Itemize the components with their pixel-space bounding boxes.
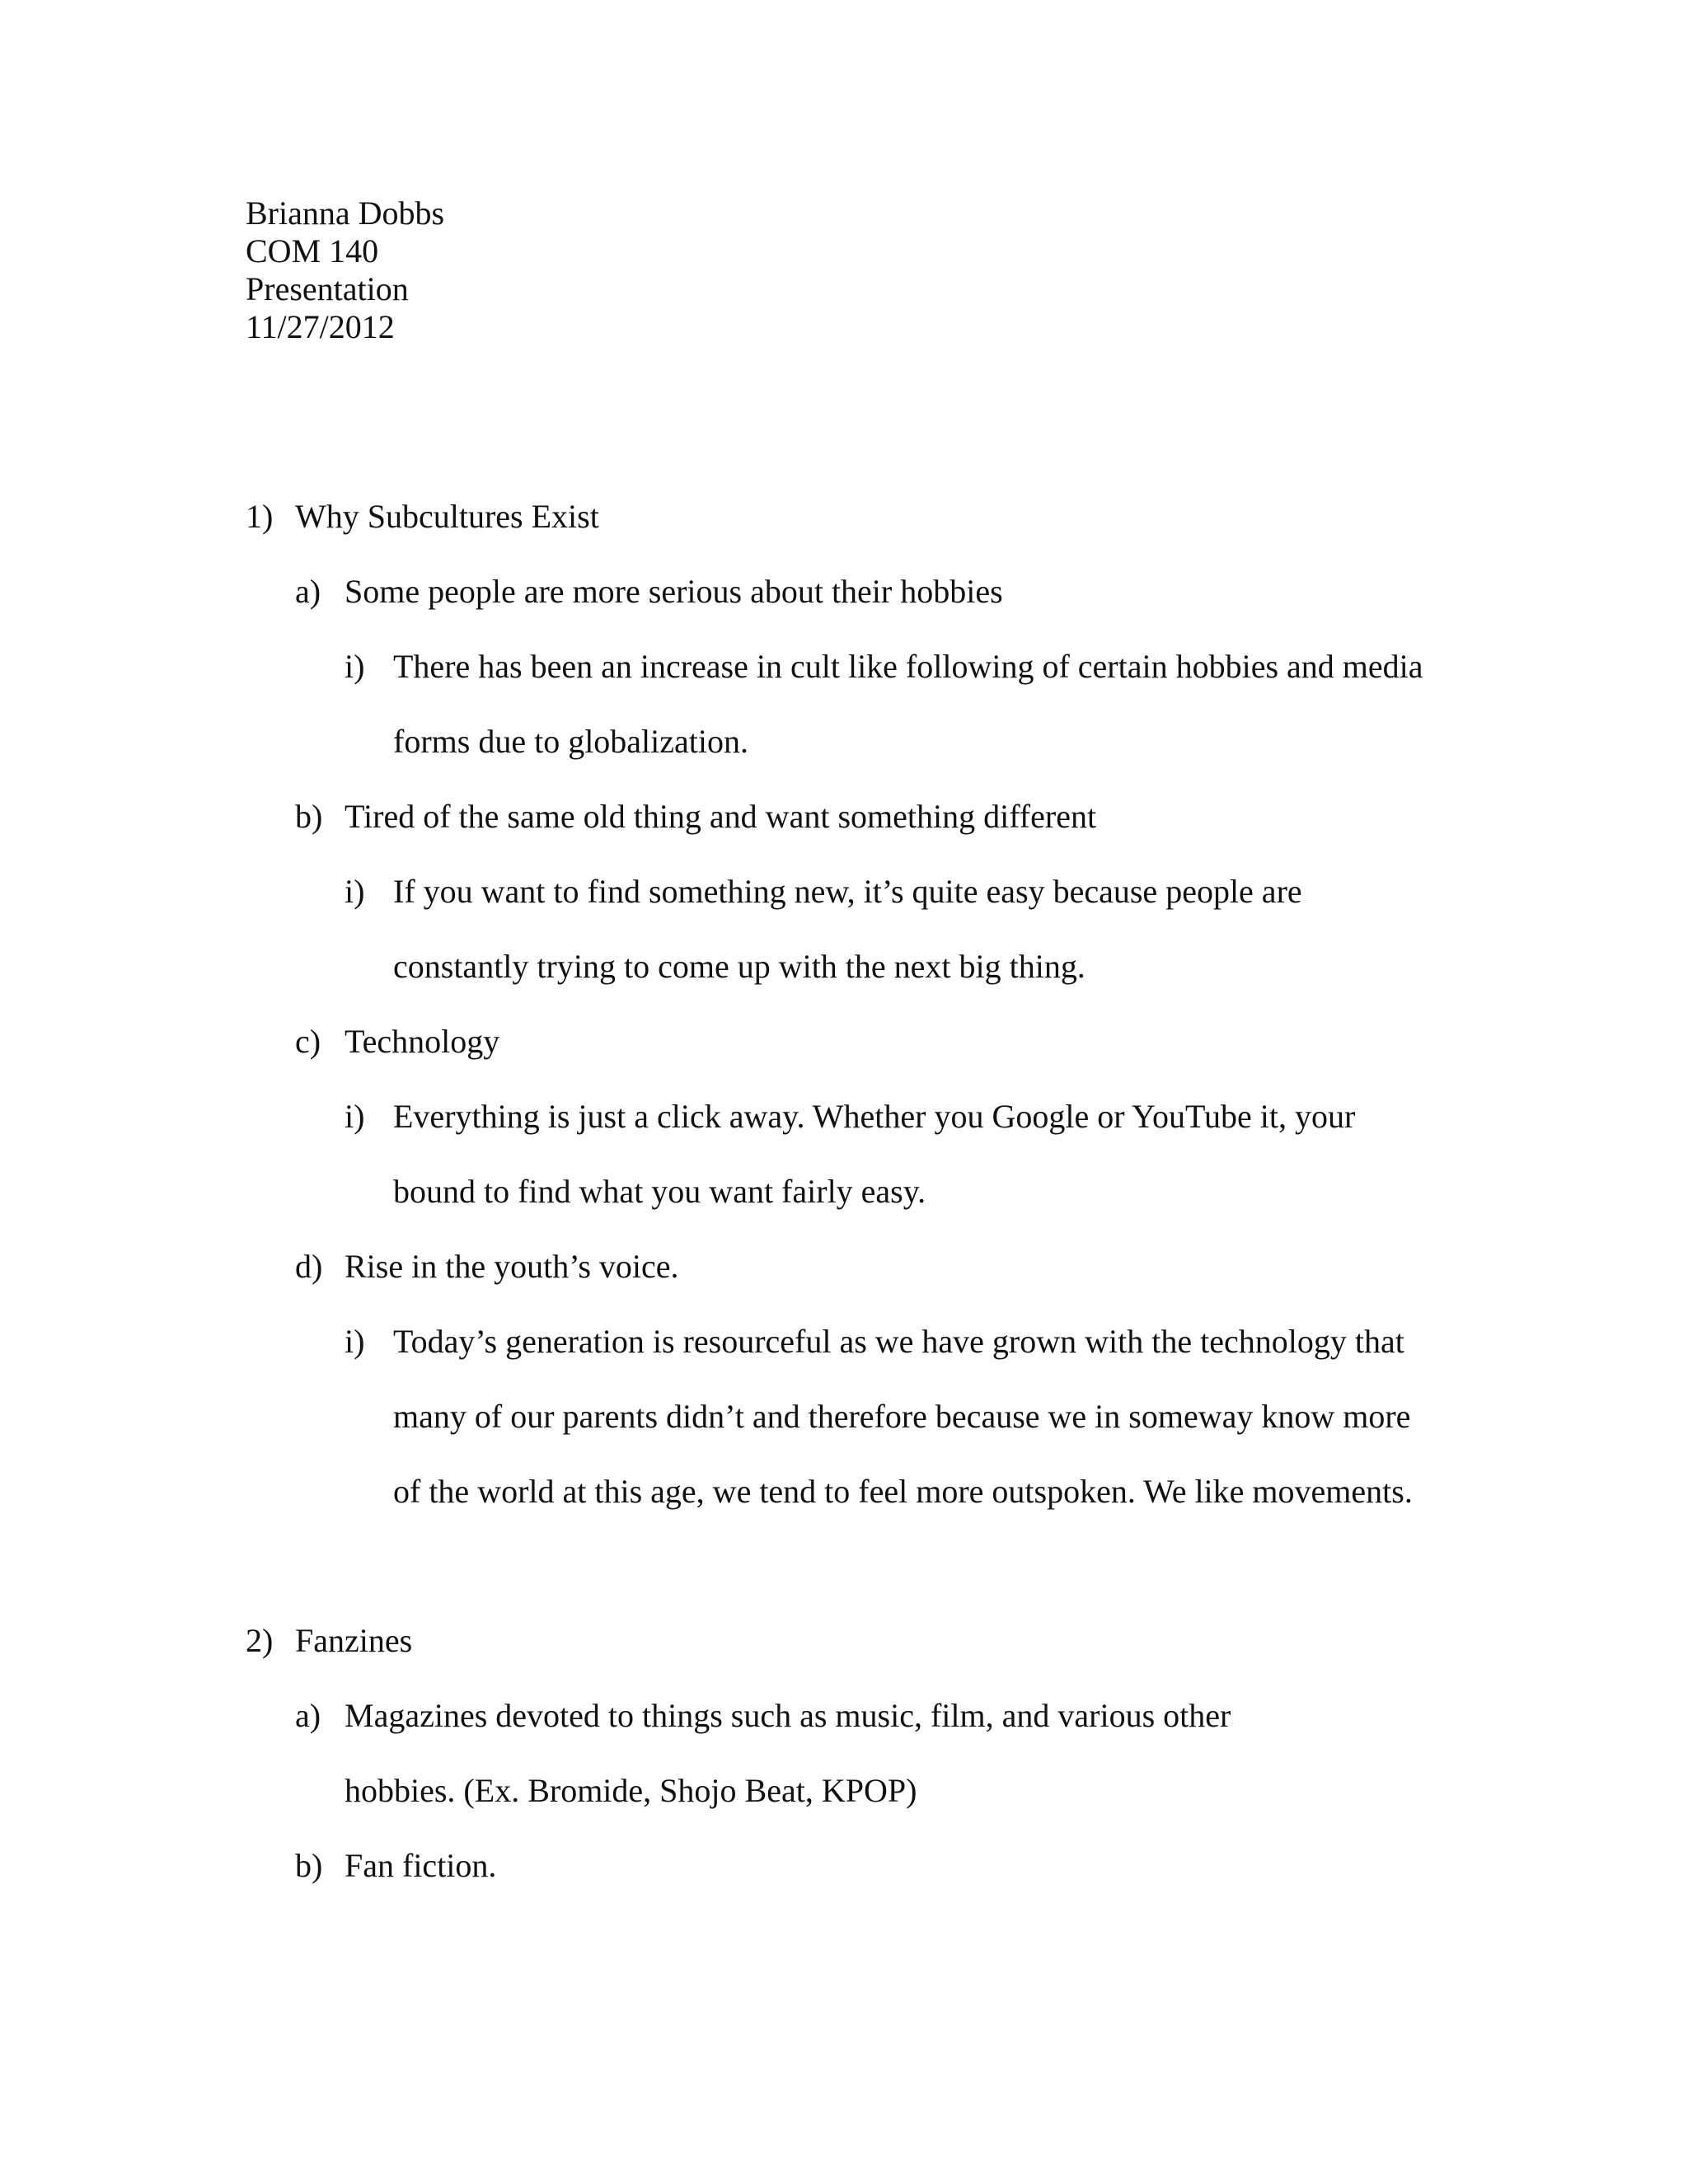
list-marker: i) [345, 873, 365, 910]
list-marker: b) [295, 798, 323, 835]
course-code: COM 140 [246, 232, 379, 269]
list-item-text: Tired of the same old thing and want something different [345, 798, 1097, 835]
list-marker: i) [345, 1323, 365, 1360]
list-marker: c) [295, 1023, 321, 1060]
list-item-text: constantly trying to come up with the next big thing. [393, 948, 1085, 985]
list-item-text: hobbies. (Ex. Bromide, Shojo Beat, KPOP) [345, 1772, 917, 1809]
section-title: Fanzines [295, 1622, 413, 1659]
section-title: Why Subcultures Exist [295, 498, 599, 535]
list-marker: i) [345, 648, 365, 685]
list-marker: 1) [246, 498, 274, 535]
list-item-text: Today’s generation is resourceful as we have grown with the technology that [393, 1323, 1404, 1360]
list-item-text: Fan fiction. [345, 1847, 497, 1884]
list-marker: d) [295, 1248, 323, 1285]
list-item-text: of the world at this age, we tend to feel more outspoken. We like movements. [393, 1473, 1413, 1510]
assignment-title: Presentation [246, 270, 409, 307]
author-name: Brianna Dobbs [246, 194, 445, 232]
list-item-text: forms due to globalization. [393, 723, 749, 760]
list-marker: 2) [246, 1622, 274, 1659]
list-item-text: many of our parents didn’t and therefore because we in someway know more [393, 1398, 1411, 1435]
document-date: 11/27/2012 [246, 308, 395, 345]
list-item-text: Rise in the youth’s voice. [345, 1248, 679, 1285]
list-item-text: Technology [345, 1023, 500, 1060]
list-marker: b) [295, 1847, 323, 1884]
list-item-text: Some people are more serious about their hobbies [345, 573, 1003, 610]
list-item-text: Magazines devoted to things such as music, film, and various other [345, 1697, 1231, 1734]
list-item-text: There has been an increase in cult like following of certain hobbies and media [393, 648, 1423, 685]
list-marker: a) [295, 1697, 321, 1734]
list-item-text: bound to find what you want fairly easy. [393, 1173, 926, 1210]
list-item-text: If you want to find something new, it’s quite easy because people are [393, 873, 1302, 910]
list-marker: i) [345, 1098, 365, 1135]
list-item-text: Everything is just a click away. Whether you Google or YouTube it, your [393, 1098, 1356, 1135]
list-marker: a) [295, 573, 321, 610]
